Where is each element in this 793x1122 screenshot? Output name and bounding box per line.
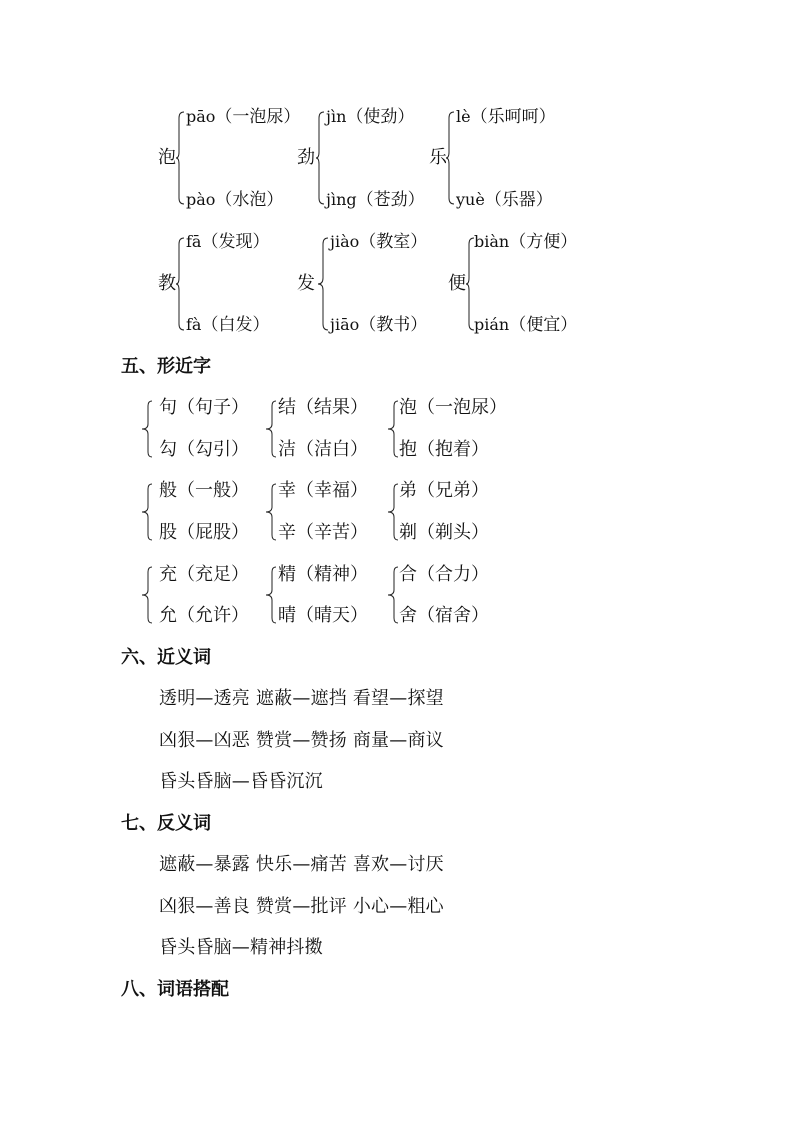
reading: pián（便宜） [474, 315, 578, 335]
similar-char: 抱（抱着） [399, 439, 489, 460]
brace-icon [387, 483, 399, 541]
polyphone-char: 泡 [158, 147, 176, 168]
reading: jiào（教室） [330, 232, 428, 252]
similar-char: 幸（幸福） [278, 480, 368, 501]
polyphone-char: 乐 [429, 147, 447, 168]
similar-char: 洁（洁白） [278, 439, 368, 460]
brace-icon [141, 400, 153, 458]
similar-char: 泡（一泡尿） [399, 397, 507, 418]
similar-char: 辛（辛苦） [278, 522, 368, 543]
reading: pào（水泡） [186, 190, 284, 210]
brace-icon [265, 566, 277, 624]
similar-char: 股（屁股） [159, 522, 249, 543]
reading: pāo（一泡尿） [186, 107, 301, 127]
similar-char: 句（句子） [159, 397, 249, 418]
brace-icon [387, 566, 399, 624]
polyphone-char: 发 [297, 273, 315, 294]
antonym-line: 昏头昏脑—精神抖擞 [159, 937, 323, 958]
polyphone-char: 便 [448, 273, 466, 294]
brace-icon [141, 483, 153, 541]
similar-char: 勾（勾引） [159, 439, 249, 460]
brace-icon [265, 483, 277, 541]
similar-char: 结（结果） [278, 397, 368, 418]
section-heading: 六、近义词 [121, 647, 211, 668]
similar-char: 精（精神） [278, 564, 368, 585]
brace-icon [265, 400, 277, 458]
reading: fà（白发） [186, 315, 270, 335]
reading: jiāo（教书） [330, 315, 428, 335]
brace-icon [387, 400, 399, 458]
similar-char: 晴（晴天） [278, 605, 368, 626]
brace-icon [141, 566, 153, 624]
reading: biàn（方便） [474, 232, 578, 252]
synonym-line: 昏头昏脑—昏昏沉沉 [159, 771, 323, 792]
similar-char: 充（充足） [159, 564, 249, 585]
antonym-line: 凶狠—善良 赞赏—批评 小心—粗心 [159, 896, 444, 917]
similar-char: 舍（宿舍） [399, 605, 489, 626]
polyphone-char: 教 [158, 273, 176, 294]
similar-char: 允（允许） [159, 605, 249, 626]
reading: lè（乐呵呵） [456, 107, 556, 127]
polyphone-char: 劲 [297, 147, 315, 168]
brace-icon [176, 236, 186, 332]
similar-char: 般（一般） [159, 480, 249, 501]
section-heading: 八、词语搭配 [121, 979, 229, 1000]
brace-icon [318, 236, 330, 332]
reading: yuè（乐器） [456, 190, 553, 210]
similar-char: 剃（剃头） [399, 522, 489, 543]
brace-icon [316, 110, 326, 206]
reading: jìn（使劲） [326, 107, 415, 127]
antonym-line: 遮蔽—暴露 快乐—痛苦 喜欢—讨厌 [159, 854, 444, 875]
reading: jìng（苍劲） [326, 190, 425, 210]
reading: fā（发现） [186, 232, 270, 252]
section-heading: 七、反义词 [121, 813, 211, 834]
section-heading: 五、形近字 [121, 356, 211, 377]
similar-char: 合（合力） [399, 564, 489, 585]
synonym-line: 透明—透亮 遮蔽—遮挡 看望—探望 [159, 688, 444, 709]
synonym-line: 凶狠—凶恶 赞赏—赞扬 商量—商议 [159, 730, 444, 751]
brace-icon [176, 110, 186, 206]
similar-char: 弟（兄弟） [399, 480, 489, 501]
brace-icon [446, 110, 456, 206]
